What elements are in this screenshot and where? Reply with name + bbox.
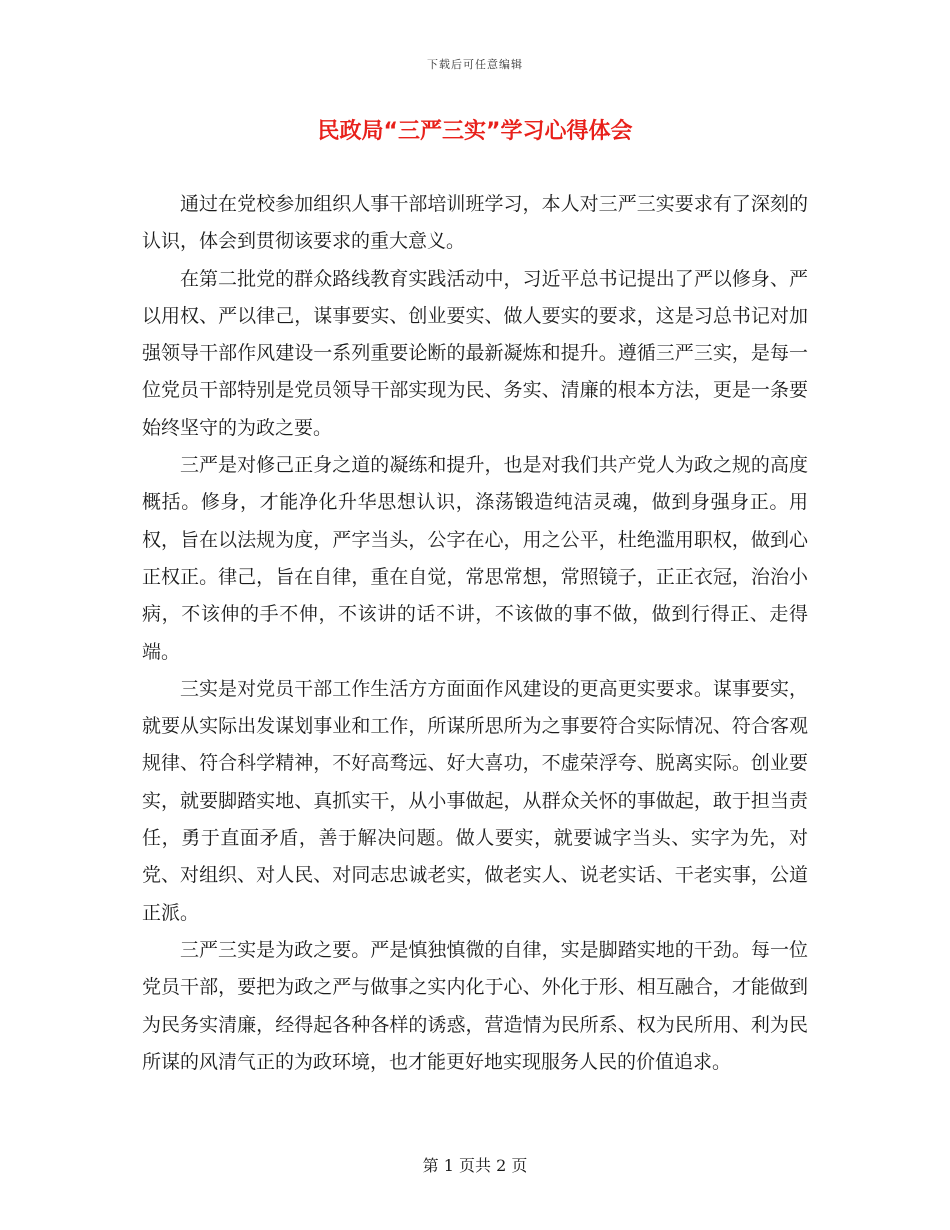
header-note: 下载后可任意编辑 <box>427 58 523 71</box>
document-body <box>142 186 808 1081</box>
paragraph-2: 在第二批党的群众路线教育实践活动中，习近平总书记提出了严以修身、严以用权、严以律己，谋事要实、创业要实、做人要实的要求，这是习总书记对加强领导干部作风建设一系列重要论断的最新凝炼和提升。遵循三严三实，是每一位党员干部特别是党员领导干部实现为民、务实、清廉的根本方法，更是一条要始终坚守的为政之要。 <box>142 267 808 439</box>
paragraph-5: 三严三实是为政之要。严是慎独慎微的自律，实是脚踏实地的干劲。每一位党员干部，要把为政之严与做事之实内化于心、外化于形、相互融合，才能做到为民务实清廉，经得起各种各样的诱惑，营造情为民所系、权为民所用、利为民所谋的风清气正的为政环境，也才能更好地实现服务人民的价值追求。 <box>142 938 808 1073</box>
paragraph-4: 三实是对党员干部工作生活方方面面作风建设的更高更实要求。谋事要实，就要从实际出发谋划事业和工作，所谋所思所为之事要符合实际情况、符合客观规律、符合科学精神，不好高骛远、好大喜功，不虚荣浮夸、脱离实际。创业要实，就要脚踏实地、真抓实干，从小事做起，从群众关怀的事做起，敢于担当责任，勇于直面矛盾，善于解决问题。做人要实，就要诚字当头、实字为先，对党、对组织、对人民、对同志忠诚老实，做老实人、说老实话、干老实事，公道正派。 <box>142 677 808 924</box>
paragraph-3: 三严是对修己正身之道的凝练和提升，也是对我们共产党人为政之规的高度概括。修身，才能净化升华思想认识，涤荡锻造纯洁灵魂，做到身强身正。用权，旨在以法规为度，严字当头，公字在心，用之公平，杜绝滥用职权，做到心正权正。律己，旨在自律，重在自觉，常思常想，常照镜子，正正衣冠，治治小病，不该伸的手不伸，不该讲的话不讲，不该做的事不做，做到行得正、走得端。 <box>142 454 808 663</box>
document-title: 民政局“三严三实”学习心得体会 <box>317 119 633 144</box>
paragraph-1: 通过在党校参加组织人事干部培训班学习，本人对三严三实要求有了深刻的认识，体会到贯彻该要求的重大意义。 <box>142 193 808 253</box>
page-footer: 第 1 页共 2 页 <box>422 1156 528 1175</box>
